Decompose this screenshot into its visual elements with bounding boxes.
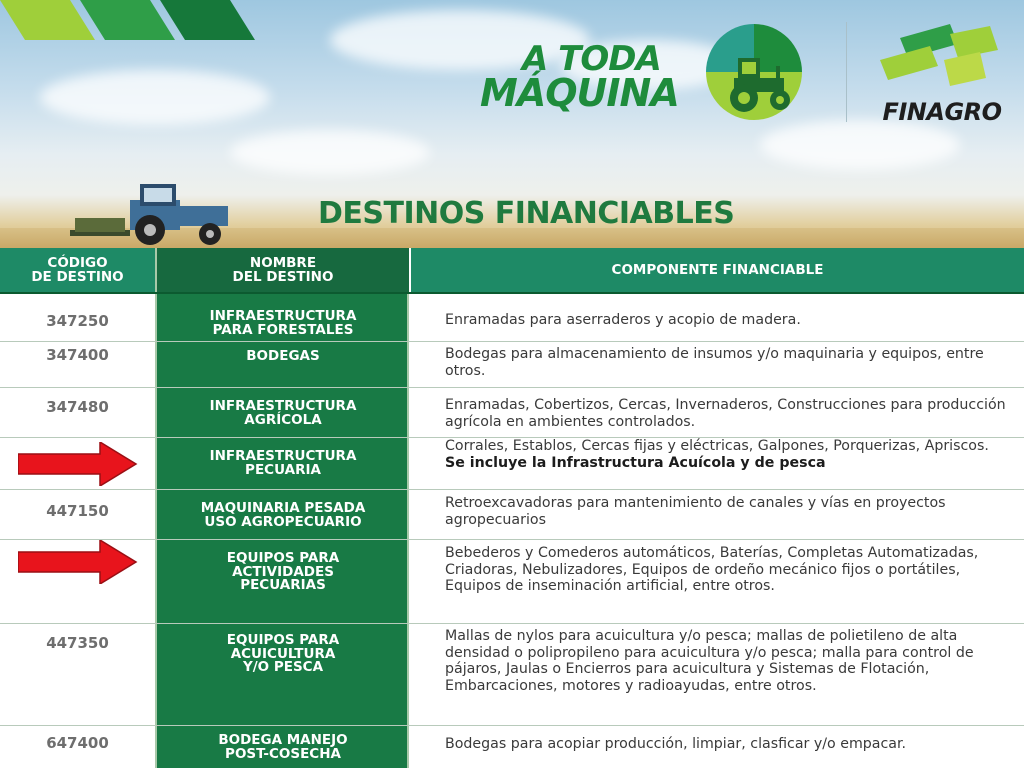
- header-name: [157, 248, 409, 292]
- header-banner: [0, 0, 1024, 250]
- table-row: [0, 540, 1024, 624]
- row-description: [445, 346, 1010, 379]
- row-description: [445, 312, 1010, 329]
- header-name-label: NOMBRE DEL DESTINO: [232, 255, 334, 285]
- slogan-line-1: A TODA: [522, 39, 661, 79]
- table-row: [0, 294, 1024, 342]
- cloud: [40, 70, 270, 125]
- finagro-brand-name: FINAGRO: [882, 98, 1002, 126]
- row-code: 447150: [46, 502, 109, 520]
- row-description-text: Mallas de nylos para acuicultura y/o pesca; mallas de polietileno de alta densidad o polipropileno para acuicultura y/o pesca; malla para control de pájaros, Jaulas o Encierros para acuicultura y Sistemas de Flotación, Embarcaciones, motores y radioayudas, entre otros.: [445, 628, 974, 694]
- row-code: 347250: [46, 312, 109, 330]
- row-destination-name: INFRAESTRUCTURA PECUARIA: [209, 448, 357, 478]
- row-description: [445, 397, 1010, 430]
- row-description: [445, 628, 1010, 694]
- logo-divider: [846, 22, 847, 122]
- row-description: [445, 545, 1010, 595]
- row-destination-name: EQUIPOS PARA ACUICULTURA Y/O PESCA: [226, 632, 340, 675]
- row-code: 647400: [46, 734, 109, 752]
- header-code: [0, 248, 155, 292]
- row-description: [445, 438, 1010, 471]
- table-row: [0, 438, 1024, 490]
- red-arrow-icon: [18, 442, 138, 486]
- header-code-label: CÓDIGO DE DESTINO: [31, 255, 124, 285]
- row-code: 347480: [46, 398, 109, 416]
- table-row: [0, 342, 1024, 388]
- row-destination-name: INFRAESTRUCTURA PARA FORESTALES: [209, 308, 357, 338]
- destinations-table: [0, 248, 1024, 768]
- row-code: 447350: [46, 634, 109, 652]
- tractor-logo-icon: [704, 22, 804, 124]
- row-description: [445, 495, 1010, 528]
- table-row: [0, 490, 1024, 540]
- row-destination-name: MAQUINARIA PESADA USO AGROPECUARIO: [200, 500, 366, 530]
- page-title: DESTINOS FINANCIABLES: [318, 196, 735, 231]
- tractor-photo: [70, 178, 240, 248]
- row-description-text: Bebederos y Comederos automáticos, Baterías, Completas Automatizadas, Criadoras, Nebulizadores, Equipos de ordeño mecánico fijos o portátiles, Equipos de inseminación artificial, entre otros.: [445, 545, 979, 594]
- row-description-highlight: Se incluye la Infrastructura Acuícola y de pesca: [445, 454, 826, 471]
- campaign-slogan: [480, 39, 705, 115]
- header-component: [411, 248, 1024, 292]
- cloud: [230, 130, 430, 175]
- row-description-text: Retroexcavadoras para mantenimiento de canales y vías en proyectos agropecuarios: [445, 495, 946, 528]
- row-code: 347400: [46, 346, 109, 364]
- finagro-logo-icon: [880, 20, 1000, 95]
- table-row: [0, 388, 1024, 438]
- row-destination-name: BODEGAS: [246, 348, 320, 364]
- slogan-line-2: MÁQUINA: [480, 71, 679, 115]
- cloud: [760, 120, 960, 170]
- header-component-label: COMPONENTE FINANCIABLE: [611, 262, 824, 278]
- table-row: [0, 624, 1024, 726]
- row-destination-name: BODEGA MANEJO POST-COSECHA: [218, 732, 348, 762]
- table-row: [0, 726, 1024, 768]
- row-destination-name: EQUIPOS PARA ACTIVIDADES PECUARIAS: [226, 550, 340, 593]
- row-destination-name: INFRAESTRUCTURA AGRÍCOLA: [209, 398, 357, 428]
- red-arrow-icon: [18, 540, 138, 584]
- row-description-text: Bodegas para acopiar producción, limpiar, clasficar y/o empacar.: [445, 736, 907, 752]
- row-description-text: Enramadas, Cobertizos, Cercas, Invernaderos, Construcciones para producción agrícola en ambientes controlados.: [445, 397, 1006, 430]
- row-description-text: Bodegas para almacenamiento de insumos y/o maquinaria y equipos, entre otros.: [445, 346, 984, 379]
- row-description-text: Enramadas para aserraderos y acopio de madera.: [445, 312, 801, 328]
- row-description-text: Corrales, Establos, Cercas fijas y eléctricas, Galpones, Porquerizas, Apriscos.: [445, 438, 989, 454]
- row-description: [445, 736, 1010, 753]
- decorative-stripes: [0, 0, 260, 40]
